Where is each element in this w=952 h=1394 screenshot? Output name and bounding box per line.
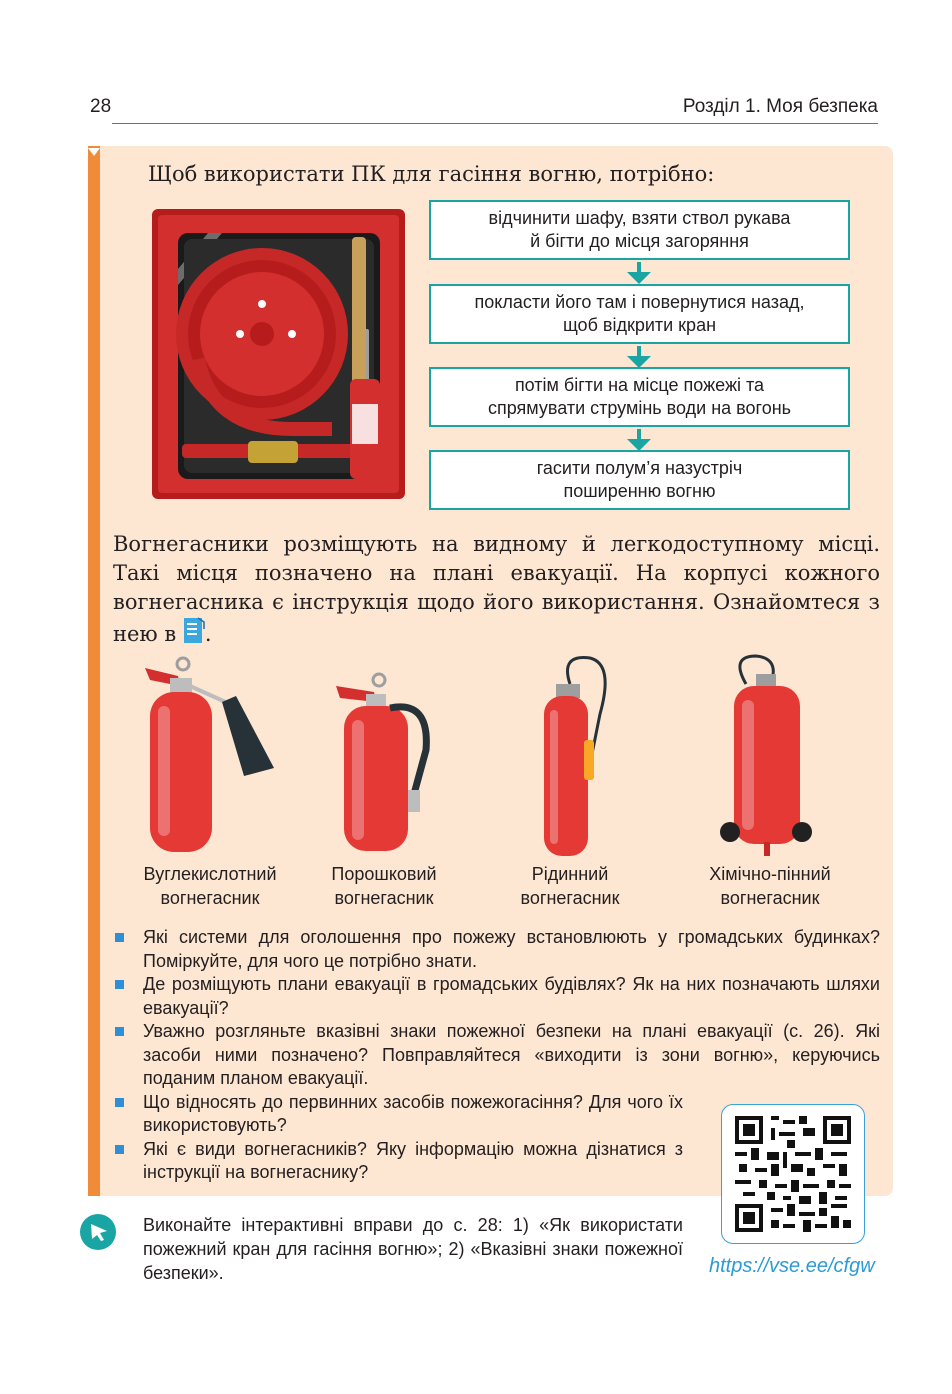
header-rule: [112, 123, 878, 124]
step-box-3: [429, 367, 850, 427]
step-1-line-2: й бігти до місця загоряння: [530, 231, 749, 251]
question-item: Уважно розгляньте вказівні знаки пожежної безпеки на плані евакуації (с. 26). Які засоби ними позначено? Повправляйтеся «виходити із зони вогню», керуючись поданим планом евакуації.: [113, 1020, 880, 1091]
foam-extinguisher-image: [720, 654, 820, 859]
step-2-line-2: щоб відкрити кран: [562, 315, 717, 335]
liquid-extinguisher-label: [490, 862, 650, 910]
qr-code[interactable]: [721, 1104, 865, 1244]
foam-label-line-2: вогнегасник: [720, 888, 820, 908]
body-paragraph: [113, 530, 880, 649]
intro-heading: Щоб використати ПК для гасіння вогню, потрібно:: [148, 162, 715, 186]
co2-extinguisher-label: [120, 862, 300, 910]
qr-code-image: [733, 1116, 853, 1232]
panel-notch: [88, 148, 100, 156]
powder-extinguisher-label: [304, 862, 464, 910]
step-box-2: [429, 284, 850, 344]
co2-label-line-1: Вуглекислотний: [143, 864, 277, 884]
step-1-line-1: відчинити шафу, взяти ствол рукава: [488, 208, 791, 228]
question-item: Де розміщують плани евакуації в громадських будівлях? Як на них позначають шляхи евакуації?: [113, 973, 880, 1020]
step-3-line-2: спрямувати струмінь води на вогонь: [487, 398, 792, 418]
step-4-line-2: поширенню вогню: [563, 481, 716, 501]
liquid-extinguisher-image: [530, 654, 620, 859]
powder-label-line-2: вогнегасник: [334, 888, 434, 908]
step-box-1: [429, 200, 850, 260]
foam-label-line-1: Хімічно-пінний: [709, 864, 831, 884]
step-4-line-1: гасити полум’я назустріч: [536, 458, 743, 478]
cursor-pointer-icon: [80, 1214, 116, 1250]
panel-accent-bar: [88, 146, 100, 1196]
question-item: Які системи для оголошення про пожежу встановлюють у громадських будинках? Поміркуйте, для чого це потрібно знати.: [113, 926, 880, 973]
step-box-4: [429, 450, 850, 510]
question-item: Що відносять до первинних засобів пожежогасіння? Для чого їх використовують?: [113, 1091, 683, 1138]
arrow-down-icon: [627, 262, 651, 286]
question-item: Які є види вогнегасників? Яку інформацію можна дізнатися з інструкції на вогнегаснику?: [113, 1138, 683, 1185]
step-3-line-1: потім бігти на місце пожежі та: [514, 375, 765, 395]
co2-extinguisher-image: [140, 656, 280, 856]
foam-extinguisher-label: [680, 862, 860, 910]
step-2-line-1: покласти його там і повернутися назад,: [474, 292, 805, 312]
page-number: 28: [90, 96, 112, 117]
powder-label-line-1: Порошковий: [331, 864, 437, 884]
section-title: Розділ 1. Моя безпека: [682, 96, 878, 117]
liquid-label-line-2: вогнегасник: [520, 888, 620, 908]
interactive-exercises-text: Виконайте інтерактивні вправи до с. 28: 1) «Як використати пожежний кран для гасіння вогню»; 2) «Вказівні знаки пожежної безпеки».: [143, 1215, 683, 1283]
document-icon[interactable]: [183, 617, 205, 645]
qr-link[interactable]: https://vse.ee/cfgw: [709, 1255, 875, 1277]
fire-hose-cabinet-image: [152, 209, 405, 499]
liquid-label-line-1: Рідинний: [531, 864, 609, 884]
paragraph-text: Вогнегасники розміщують на видному й легкодоступному місці. Такі місця позначено на плані евакуації. На корпусі кожного вогнегасника є інструкція щодо його використання. Ознайомтеся з нею в: [113, 532, 880, 646]
co2-label-line-2: вогнегасник: [160, 888, 260, 908]
powder-extinguisher-image: [334, 670, 434, 855]
paragraph-end: .: [204, 622, 212, 646]
